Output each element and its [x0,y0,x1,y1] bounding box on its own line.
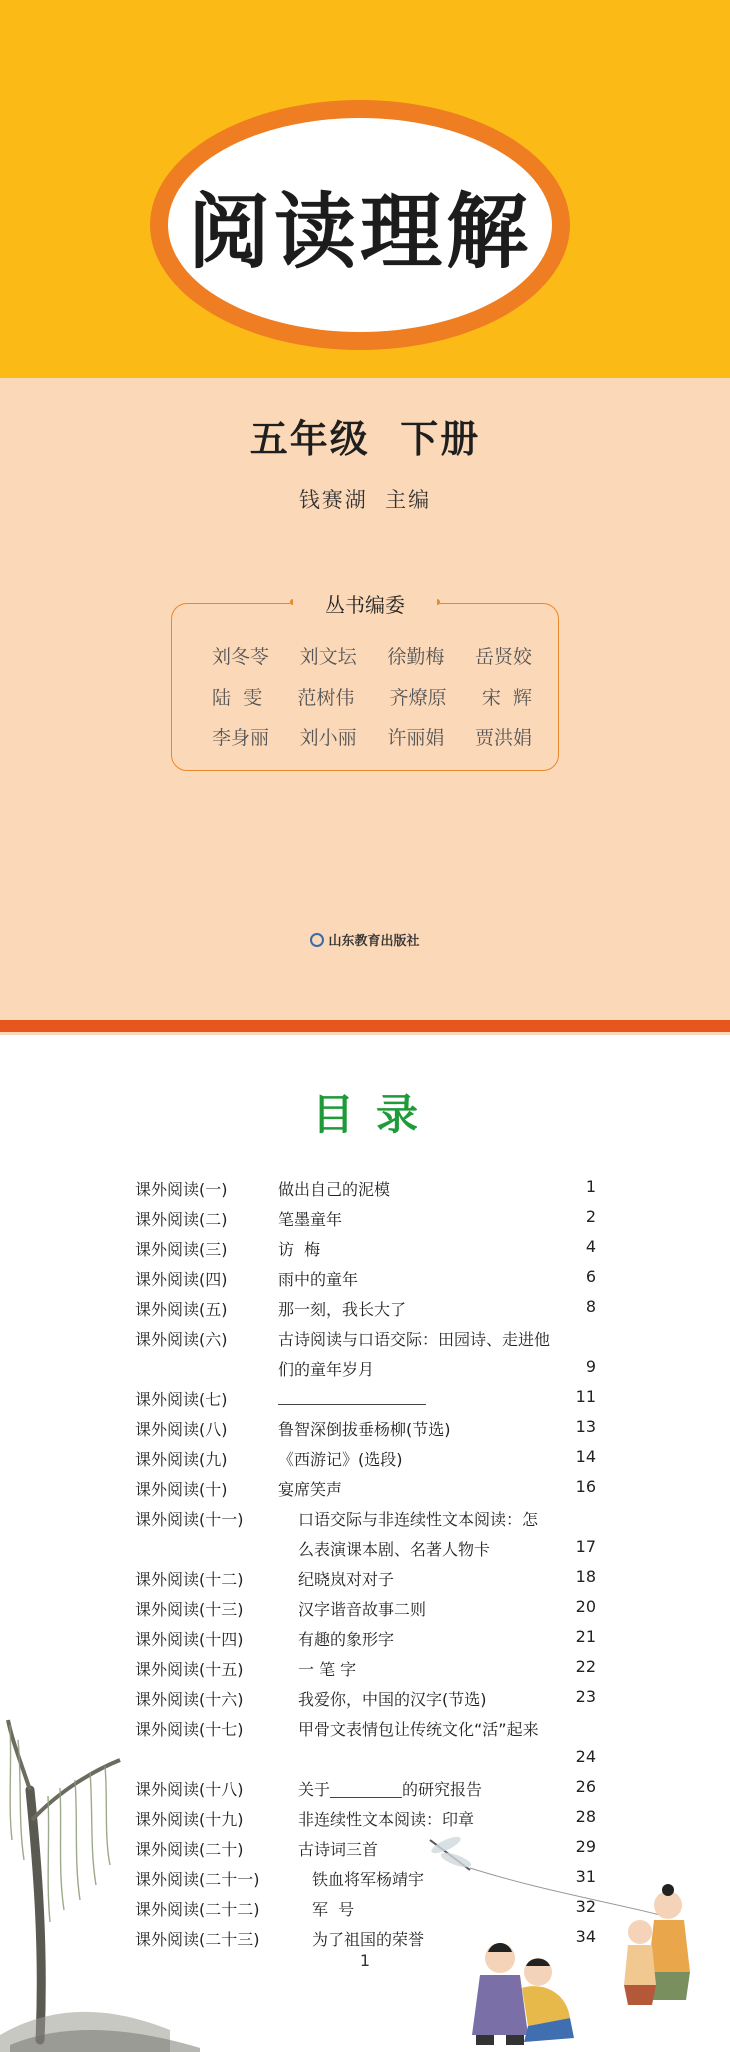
toc-entry-title: 鲁智深倒拔垂杨柳(节选) [278,1420,451,1439]
committee-row [212,642,532,669]
toc-entry-title: 汉字谐音故事二则 [298,1600,427,1619]
committee-member: 齐燎原 [389,687,447,709]
willow-tree-icon [0,1720,200,2052]
toc-page: 8 [585,1297,596,1316]
toc-label: 课外阅读(二十三) [135,1930,260,1949]
committee-member: 宋 辉 [481,687,532,709]
toc-label: 课外阅读(四) [135,1270,228,1289]
committee-row [212,683,532,710]
publisher-name: 山东教育出版社 [328,934,420,949]
page-number: 1 [359,1951,371,1970]
toc-page: 28 [575,1807,596,1826]
toc-entry-title: 军 号 [312,1900,355,1919]
toc-page: 18 [575,1567,596,1586]
toc-page: 16 [575,1477,596,1496]
toc-entry-title: 做出自己的泥模 [278,1180,391,1199]
toc-label: 课外阅读(九) [135,1450,228,1469]
child-figure-icon [624,1920,656,2005]
committee-member: 贾洪娟 [474,727,532,749]
toc-entry-title: 为了祖国的荣誉 [312,1930,425,1949]
toc-label: 课外阅读(二十) [135,1840,244,1859]
toc-entry-title: 古诗词三首 [298,1840,379,1859]
toc-title: 目录 [311,1090,440,1139]
toc-label: 课外阅读(十三) [135,1600,244,1619]
toc-entry-title: 纪晓岚对对子 [298,1570,395,1589]
toc-page: 22 [575,1657,596,1676]
publisher [0,930,730,949]
toc-entry-title: 铁血将军杨靖宇 [312,1870,425,1889]
toc-title-prefix: 关于 [298,1780,331,1799]
committee-member: 许丽娟 [387,727,445,749]
toc-label: 课外阅读(十九) [135,1810,244,1829]
toc-page: 2 [585,1207,596,1226]
toc-entry-title: 我爱你，中国的汉字(节选) [298,1690,487,1709]
toc-label: 课外阅读(六) [135,1330,228,1349]
toc-label: 课外阅读(十四) [135,1630,244,1649]
toc-title-suffix: 的研究报告 [402,1780,483,1799]
committee-member: 范树伟 [297,687,355,709]
toc-label: 课外阅读(十八) [135,1780,244,1799]
toc-entry-title: 非连续性文本阅读：印章 [298,1810,475,1829]
committee-member: 刘冬苓 [212,646,270,668]
toc-entry-title-line2: 们的童年岁月 [278,1360,375,1379]
toc-label: 课外阅读(五) [135,1300,228,1319]
toc-entry-title: 访 梅 [278,1240,321,1259]
toc-page: 14 [575,1447,596,1466]
toc-label: 课外阅读(一) [135,1180,228,1199]
committee-row [212,723,532,750]
toc-page: 13 [575,1417,596,1436]
toc-entry-title: 有趣的象形字 [298,1630,395,1649]
kite-string [470,1868,660,1915]
toc-page: 34 [575,1927,596,1946]
book-title: 阅读理解 [187,183,532,280]
toc-label: 课外阅读(十六) [135,1690,244,1709]
committee-member: 李身丽 [212,727,270,749]
committee-title: 丛书编委 [293,589,437,618]
chief-editor: 钱赛湖 主编 [298,488,432,512]
toc-label: 课外阅读(十二) [135,1570,244,1589]
toc-entry-title: 笔墨童年 [278,1210,343,1229]
toc-entry-title [278,1387,426,1406]
toc-page: 32 [575,1897,596,1916]
toc-entry-title: 宴席笑声 [278,1480,343,1499]
committee-member: 岳贤姣 [474,646,532,668]
committee-member: 刘小丽 [299,727,357,749]
toc-page: 23 [575,1687,596,1706]
committee-member: 陆 雯 [212,687,263,709]
toc-entry-title-line2: 么表演课本剧、名著人物卡 [298,1540,491,1559]
toc-entry-title: 《西游记》(选段) [278,1450,403,1469]
toc-entry-title: 那一刻，我长大了 [278,1300,407,1319]
toc-label: 课外阅读(十一) [135,1510,244,1529]
toc-entry-title: 一 笔 字 [298,1660,357,1679]
toc-label: 课外阅读(二十二) [135,1900,260,1919]
toc-label: 课外阅读(十) [135,1480,228,1499]
toc-page: 11 [575,1387,596,1406]
toc-entry-title: 口语交际与非连续性文本阅读：怎 [298,1510,539,1529]
dragonfly-icon [429,1834,472,1870]
toc-page: 24 [575,1747,596,1766]
grade-volume: 五年级 下册 [249,417,481,461]
toc-entry-title: 甲骨文表情包让传统文化“活”起来 [298,1720,539,1739]
toc-page: 20 [575,1597,596,1616]
toc-page: 31 [575,1867,596,1886]
toc-page: 21 [575,1627,596,1646]
toc-label: 课外阅读(三) [135,1240,228,1259]
toc-label: 课外阅读(七) [135,1390,228,1409]
toc-entry-title: 雨中的童年 [278,1270,359,1289]
toc-label: 课外阅读(十七) [135,1720,244,1739]
committee-member: 徐勤梅 [387,646,445,668]
toc-label: 课外阅读(十五) [135,1660,244,1679]
toc-page: 29 [575,1837,596,1856]
toc-page: 6 [585,1267,596,1286]
toc-label: 课外阅读(八) [135,1420,228,1439]
publisher-logo-icon [310,933,324,947]
toc-label: 课外阅读(二) [135,1210,228,1229]
toc-label: 课外阅读(二十一) [135,1870,260,1889]
child-figure-icon [472,1943,528,2045]
blank-title-line [278,1389,426,1405]
toc-page: 9 [585,1357,596,1376]
toc-page: 4 [585,1237,596,1256]
cover-bottom-bar [0,1020,730,1032]
children-playing-illustration [0,1700,730,2052]
toc-page: 17 [575,1537,596,1556]
committee-member: 刘文坛 [299,646,357,668]
toc-page: 26 [575,1777,596,1796]
toc-entry-title: 古诗阅读与口语交际：田园诗、走进他 [278,1330,551,1349]
child-figure-icon [522,1958,574,2042]
toc-page: 1 [585,1177,596,1196]
